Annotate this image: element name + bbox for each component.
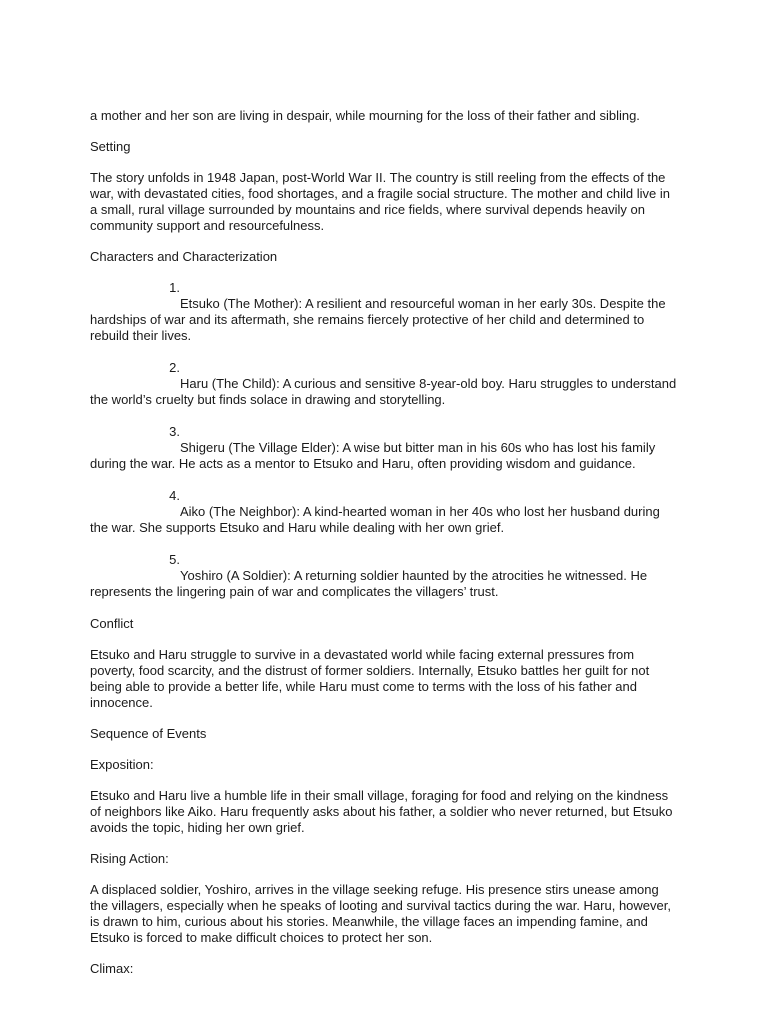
rising-action-paragraph: A displaced soldier, Yoshiro, arrives in the village seeking refuge. His presence stirs unease among the villagers, especially when he speaks of looting and survival tactics during the war. Haru, however, is drawn to him, curious about his stories. Meanwhile, the village faces an impending famine, and Etsuko is forced to make difficult choices to protect her son.	[90, 882, 671, 945]
character-text: Yoshiro (A Soldier): A returning soldier haunted by the atrocities he witnessed. He represents the lingering pain of war and complicates the villagers’ trust.	[90, 568, 648, 599]
climax-heading: Climax:	[90, 961, 134, 976]
character-text: Haru (The Child): A curious and sensitive 8-year-old boy. Haru struggles to understand the world’s cruelty but finds solace in drawing and storytelling.	[90, 376, 677, 407]
sequence-heading: Sequence of Events	[90, 726, 207, 741]
character-item-5	[90, 552, 678, 600]
character-item-4	[90, 488, 678, 536]
character-text: Aiko (The Neighbor): A kind-hearted woman in her 40s who lost her husband during the war. She supports Etsuko and Haru while dealing with her own grief.	[90, 504, 660, 535]
character-number: 1.	[169, 280, 180, 295]
character-item-3	[90, 424, 678, 472]
characters-heading: Characters and Characterization	[90, 249, 278, 264]
intro-paragraph: a mother and her son are living in despair, while mourning for the loss of their father and sibling.	[90, 108, 640, 123]
exposition-heading: Exposition:	[90, 757, 154, 772]
document-page	[90, 108, 678, 992]
character-number: 3.	[169, 424, 180, 439]
character-number: 4.	[169, 488, 180, 503]
rising-action-heading: Rising Action:	[90, 851, 169, 866]
character-number: 2.	[169, 360, 180, 375]
character-text: Etsuko (The Mother): A resilient and resourceful woman in her early 30s. Despite the hardships of war and its aftermath, she remains fiercely protective of her child and determined to rebuild their lives.	[90, 296, 666, 343]
conflict-heading: Conflict	[90, 616, 134, 631]
setting-heading: Setting	[90, 139, 131, 154]
character-item-2	[90, 360, 678, 408]
character-item-1	[90, 280, 678, 344]
character-text: Shigeru (The Village Elder): A wise but bitter man in his 60s who has lost his family during the war. He acts as a mentor to Etsuko and Haru, often providing wisdom and guidance.	[90, 440, 656, 471]
setting-paragraph: The story unfolds in 1948 Japan, post-World War II. The country is still reeling from the effects of the war, with devastated cities, food shortages, and a fragile social structure. The mother and child live in a small, rural village surrounded by mountains and rice fields, where survival depends heavily on community support and resourcefulness.	[90, 170, 671, 233]
character-number: 5.	[169, 552, 180, 567]
conflict-paragraph: Etsuko and Haru struggle to survive in a devastated world while facing external pressures from poverty, food scarcity, and the distrust of former soldiers. Internally, Etsuko battles her guilt for not being able to provide a better life, while Haru must come to terms with the loss of his father and innocence.	[90, 647, 650, 710]
exposition-paragraph: Etsuko and Haru live a humble life in their small village, foraging for food and relying on the kindness of neighbors like Aiko. Haru frequently asks about his father, a soldier who never returned, but Etsuko avoids the topic, hiding her own grief.	[90, 788, 673, 835]
